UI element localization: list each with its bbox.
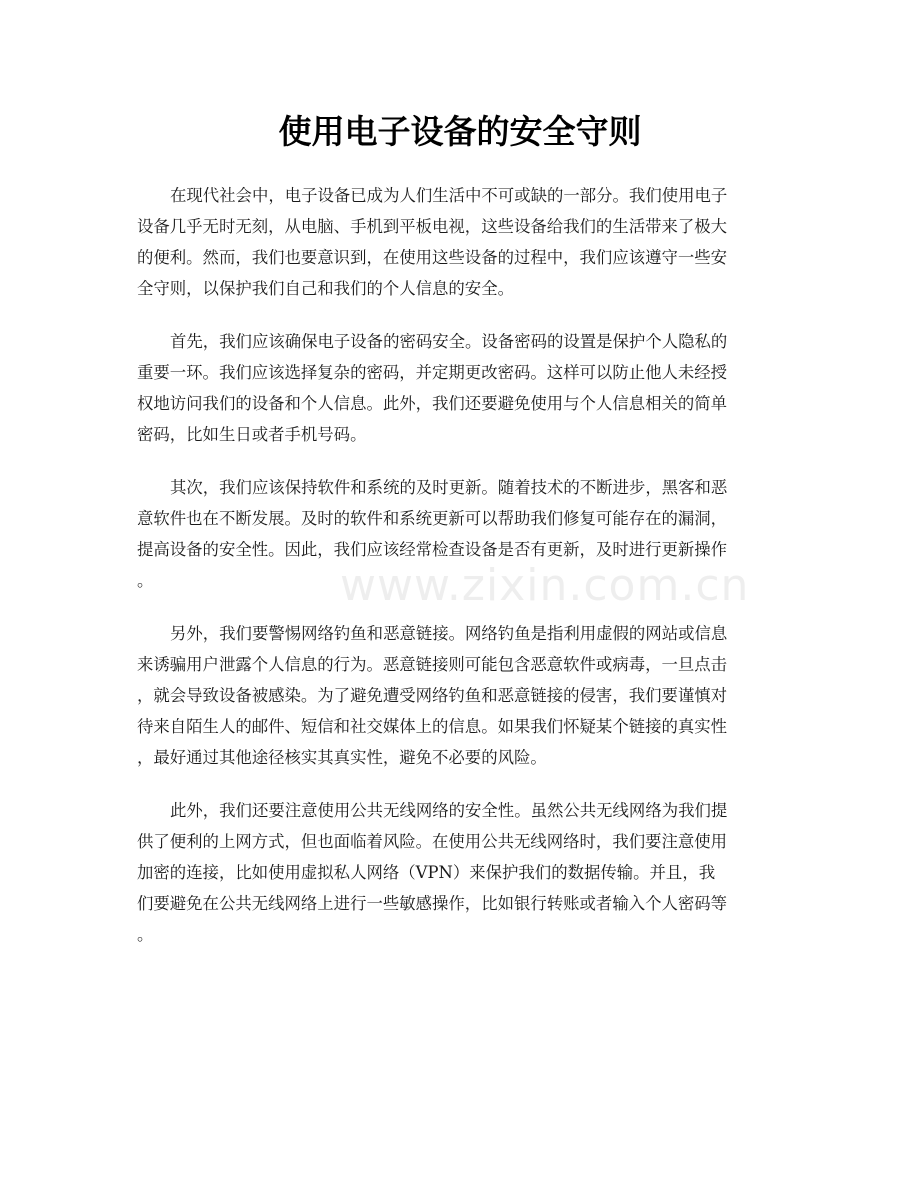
- paragraph-line: 意软件也在不断发展。及时的软件和系统更新可以帮助我们修复可能存在的漏洞，: [137, 509, 728, 528]
- paragraph-line: 重要一环。我们应该选择复杂的密码，并定期更改密码。这样可以防止他人未经授: [137, 363, 728, 382]
- paragraph-line: 提高设备的安全性。因此，我们应该经常检查设备是否有更新，及时进行更新操作: [137, 540, 728, 559]
- paragraph-line: ，就会导致设备被感染。为了避免遭受网络钓鱼和恶意链接的侵害，我们要谨慎对: [137, 686, 728, 705]
- paragraph-3: [137, 472, 785, 596]
- paragraph-line: 供了便利的上网方式，但也面临着风险。在使用公共无线网络时，我们要注意使用: [137, 832, 728, 851]
- paragraph-2: [137, 326, 785, 450]
- paragraph-line: 首先，我们应该确保电子设备的密码安全。设备密码的设置是保护个人隐私的: [170, 332, 728, 351]
- paragraph-line: 来诱骗用户泄露个人信息的行为。恶意链接则可能包含恶意软件或病毒，一旦点击: [137, 655, 728, 674]
- paragraph-line: 密码，比如生日或者手机号码。: [137, 425, 367, 444]
- paragraph-line: 。: [137, 571, 154, 590]
- paragraph-1: [137, 180, 785, 304]
- paragraph-line: 的便利。然而，我们也要意识到，在使用这些设备的过程中，我们应该遵守一些安: [137, 248, 728, 267]
- document-title: 使用电子设备的安全守则: [278, 112, 642, 151]
- paragraph-line: ，最好通过其他途径核实其真实性，避免不必要的风险。: [137, 748, 547, 767]
- paragraph-line: 。: [137, 925, 154, 944]
- paragraph-line: 在现代社会中，电子设备已成为人们生活中不可或缺的一部分。我们使用电子: [170, 186, 728, 205]
- paragraph-line: 权地访问我们的设备和个人信息。此外，我们还要避免使用与个人信息相关的简单: [137, 394, 728, 413]
- paragraph-5: [137, 795, 785, 950]
- paragraph-line: 设备几乎无时无刻，从电脑、手机到平板电视，这些设备给我们的生活带来了极大: [137, 217, 728, 236]
- paragraph-line: 加密的连接，比如使用虚拟私人网络（VPN）来保护我们的数据传输。并且，我: [137, 863, 716, 882]
- document-body: [137, 180, 785, 972]
- paragraph-line: 此外，我们还要注意使用公共无线网络的安全性。虽然公共无线网络为我们提: [170, 801, 728, 820]
- paragraph-line: 全守则，以保护我们自己和我们的个人信息的安全。: [137, 279, 514, 298]
- paragraph-line: 另外，我们要警惕网络钓鱼和恶意链接。网络钓鱼是指利用虚假的网站或信息: [170, 624, 728, 643]
- paragraph-line: 待来自陌生人的邮件、短信和社交媒体上的信息。如果我们怀疑某个链接的真实性: [137, 717, 728, 736]
- paragraph-line: 其次，我们应该保持软件和系统的及时更新。随着技术的不断进步，黑客和恶: [170, 478, 728, 497]
- watermark: www.zixin.com.cn: [340, 560, 750, 611]
- paragraph-4: [137, 618, 785, 773]
- paragraph-line: 们要避免在公共无线网络上进行一些敏感操作，比如银行转账或者输入个人密码等: [137, 894, 728, 913]
